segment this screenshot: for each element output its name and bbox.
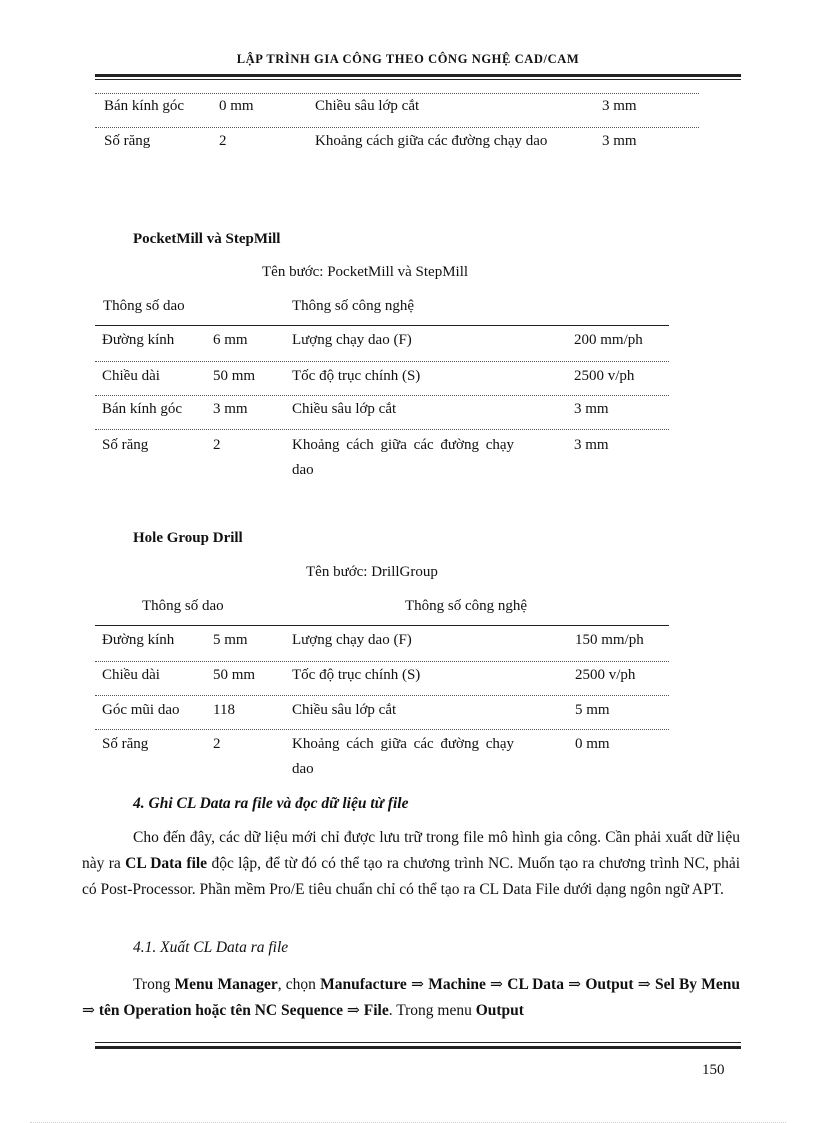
table-cell: 2 (219, 133, 227, 149)
table-cell: Chiều sâu lớp cắt (292, 702, 397, 718)
para-bold-text: Output (475, 1002, 524, 1019)
table-cell: Lượng chạy dao (F) (292, 332, 412, 348)
section-heading-4: 4. Ghi CL Data ra file và đọc dữ liệu từ file (133, 795, 409, 812)
subsection-heading-4-1: 4.1. Xuất CL Data ra file (133, 939, 289, 956)
table-cell: Số răng (104, 133, 151, 149)
table-cell-wrap: dao (292, 462, 314, 478)
table-cell: 3 mm (602, 133, 637, 149)
table-cell: 0 mm (575, 736, 610, 752)
table-caption-pocketmill: Tên bước: PocketMill và StepMill (262, 264, 469, 280)
row-divider (95, 93, 699, 94)
row-divider (95, 695, 669, 696)
para-text: , chọn (277, 976, 321, 993)
para-bold-text: File (363, 1002, 389, 1019)
table-cell: Bán kính góc (104, 98, 184, 114)
table-cell: Khoảng cách giữa các đường chạy (292, 736, 515, 752)
section-title-pocketmill: PocketMill và StepMill (133, 231, 281, 247)
table-rule (95, 325, 669, 326)
table-cell: 3 mm (574, 401, 609, 417)
column-header: Thông số dao (103, 298, 185, 314)
para-text: ⇒ (485, 976, 508, 993)
table-cell: Số răng (102, 736, 149, 752)
table-cell: Chiều sâu lớp cắt (292, 401, 397, 417)
paragraph-1 (82, 825, 740, 903)
table-cell: Khoảng cách giữa các đường chạy dao (315, 133, 548, 149)
para-bold-text: CL Data (507, 976, 564, 993)
table-cell: Bán kính góc (102, 401, 182, 417)
table-cell: Đường kính (102, 632, 175, 648)
para-bold-text: Output (585, 976, 634, 993)
table-cell: 6 mm (213, 332, 248, 348)
para-text: độc lập, để từ đó có thể tạo ra chương trình NC. Muốn tạo ra chương trình NC, phải có Post-Processor. Phần mềm Pro/E tiêu chuẩn chỉ có thể tạo ra CL Data File dưới dạng ngôn ngữ APT. (82, 855, 741, 898)
table-cell: 5 mm (575, 702, 610, 718)
footer-rule-thin (95, 1042, 741, 1043)
para-text: . Trong menu (388, 1002, 476, 1019)
table-cell: 50 mm (213, 667, 256, 683)
table-cell: Tốc độ trục chính (S) (292, 667, 421, 683)
table-cell: 2 (213, 736, 221, 752)
para-text: ⇒ (633, 976, 655, 993)
para-bold-text: Sel By Menu (654, 976, 740, 993)
page-number: 150 (702, 1062, 725, 1078)
column-header: Thông số công nghệ (292, 298, 415, 314)
row-divider (95, 729, 669, 730)
table-cell: 2500 v/ph (574, 368, 635, 384)
table-caption-drill: Tên bước: DrillGroup (306, 564, 438, 580)
table-rule (95, 625, 669, 626)
table-cell: 2 (213, 437, 221, 453)
column-header: Thông số dao (142, 598, 224, 614)
table-cell: Chiều dài (102, 368, 160, 384)
table-cell: 5 mm (213, 632, 248, 648)
table-cell: 118 (213, 702, 235, 718)
para-bold-text: tên Operation hoặc tên NC Sequence (98, 1002, 343, 1019)
para-bold-text: Menu Manager (174, 976, 278, 993)
para-bold-text: Machine (428, 976, 486, 993)
para-text: ⇒ (563, 976, 586, 993)
table-cell: 150 mm/ph (575, 632, 644, 648)
para-bold-text: Manufacture (320, 976, 407, 993)
para-text: Trong (133, 976, 175, 993)
table-cell: Chiều sâu lớp cắt (315, 98, 420, 114)
table-cell: 3 mm (602, 98, 637, 114)
table-cell: 50 mm (213, 368, 256, 384)
table-cell: Góc mũi dao (102, 702, 180, 718)
table-cell: 200 mm/ph (574, 332, 643, 348)
table-cell: Khoảng cách giữa các đường chạy (292, 437, 515, 453)
para-text: ⇒ (82, 1002, 99, 1019)
para-text: ⇒ (406, 976, 429, 993)
paragraph-2 (82, 972, 740, 1024)
para-text: ⇒ (343, 1002, 364, 1019)
table-cell: Tốc độ trục chính (S) (292, 368, 421, 384)
table-cell: Đường kính (102, 332, 175, 348)
table-cell: Số răng (102, 437, 149, 453)
table-cell: Lượng chạy dao (F) (292, 632, 412, 648)
row-divider (95, 661, 669, 662)
section-title-drill: Hole Group Drill (133, 530, 243, 546)
para-bold-text: CL Data file (125, 855, 208, 872)
row-divider (95, 429, 669, 430)
table-cell: Chiều dài (102, 667, 160, 683)
header-rule-thick (95, 74, 741, 77)
header-rule-thin (95, 79, 741, 80)
table-cell: 0 mm (219, 98, 254, 114)
table-cell: 2500 v/ph (575, 667, 636, 683)
table-cell-wrap: dao (292, 761, 314, 777)
row-divider (95, 127, 699, 128)
footer-rule-thick (95, 1046, 741, 1049)
para-text: Cho đến đây, các dữ liệu mới chỉ được lưu trữ trong file mô hình gia công. Cần phải xuất dữ liệu này ra (82, 829, 740, 872)
running-header: LẬP TRÌNH GIA CÔNG THEO CÔNG NGHỆ CAD/CAM (236, 52, 580, 66)
column-header: Thông số công nghệ (405, 598, 528, 614)
table-cell: 3 mm (574, 437, 609, 453)
table-cell: 3 mm (213, 401, 248, 417)
row-divider (95, 361, 669, 362)
row-divider (95, 395, 669, 396)
